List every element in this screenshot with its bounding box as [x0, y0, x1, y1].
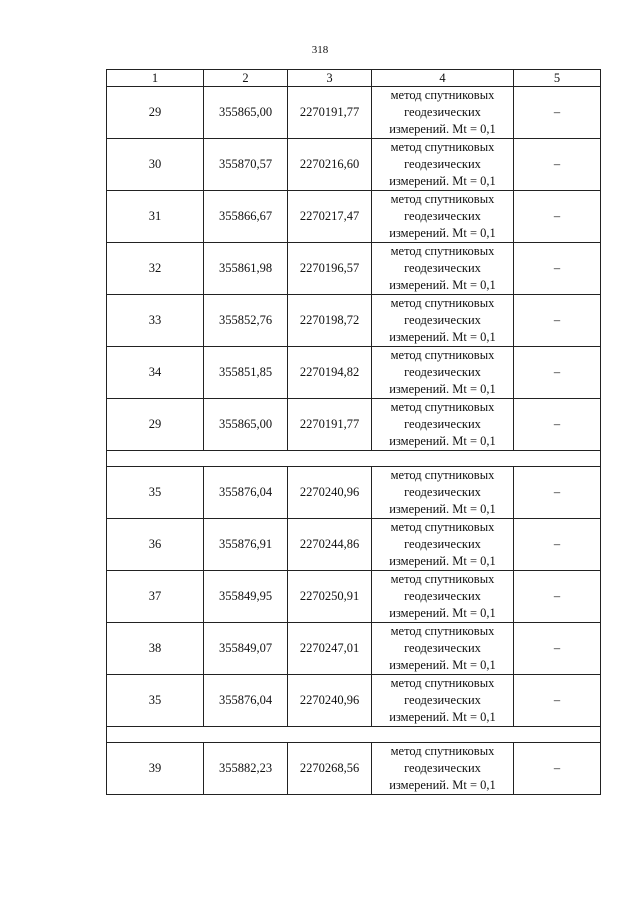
- column-header: 1: [107, 70, 204, 87]
- column-header: 5: [514, 70, 601, 87]
- table-row: [107, 467, 601, 519]
- x-coordinate-cell: 355865,00: [204, 87, 288, 139]
- table-row: [107, 295, 601, 347]
- accuracy-cell: –: [514, 191, 601, 243]
- accuracy-cell: –: [514, 675, 601, 727]
- point-number-cell: 32: [107, 243, 204, 295]
- table-row: [107, 139, 601, 191]
- table-row: [107, 347, 601, 399]
- x-coordinate-cell: 355870,57: [204, 139, 288, 191]
- table-row: [107, 87, 601, 139]
- x-coordinate-cell: 355861,98: [204, 243, 288, 295]
- y-coordinate-cell: 2270240,96: [288, 467, 372, 519]
- x-coordinate-cell: 355865,00: [204, 399, 288, 451]
- x-coordinate-cell: 355849,95: [204, 571, 288, 623]
- point-number-cell: 29: [107, 399, 204, 451]
- method-cell: метод спутниковых геодезических измерений. Mt = 0,1: [372, 623, 514, 675]
- y-coordinate-cell: 2270217,47: [288, 191, 372, 243]
- table-row: [107, 243, 601, 295]
- method-cell: метод спутниковых геодезических измерений. Mt = 0,1: [372, 87, 514, 139]
- accuracy-cell: –: [514, 519, 601, 571]
- y-coordinate-cell: 2270191,77: [288, 399, 372, 451]
- method-cell: метод спутниковых геодезических измерений. Mt = 0,1: [372, 675, 514, 727]
- table-row: [107, 675, 601, 727]
- method-cell: метод спутниковых геодезических измерений. Mt = 0,1: [372, 139, 514, 191]
- accuracy-cell: –: [514, 347, 601, 399]
- point-number-cell: 35: [107, 467, 204, 519]
- y-coordinate-cell: 2270240,96: [288, 675, 372, 727]
- x-coordinate-cell: 355882,23: [204, 743, 288, 795]
- table-row: [107, 571, 601, 623]
- y-coordinate-cell: 2270250,91: [288, 571, 372, 623]
- page-number: 318: [311, 44, 329, 56]
- point-number-cell: 37: [107, 571, 204, 623]
- y-coordinate-cell: 2270216,60: [288, 139, 372, 191]
- point-number-cell: 35: [107, 675, 204, 727]
- y-coordinate-cell: 2270196,57: [288, 243, 372, 295]
- method-cell: метод спутниковых геодезических измерений. Mt = 0,1: [372, 467, 514, 519]
- accuracy-cell: –: [514, 243, 601, 295]
- y-coordinate-cell: 2270191,77: [288, 87, 372, 139]
- method-cell: метод спутниковых геодезических измерений. Mt = 0,1: [372, 519, 514, 571]
- method-cell: метод спутниковых геодезических измерений. Mt = 0,1: [372, 191, 514, 243]
- point-number-cell: 39: [107, 743, 204, 795]
- method-cell: метод спутниковых геодезических измерений. Mt = 0,1: [372, 399, 514, 451]
- column-header: 4: [372, 70, 514, 87]
- accuracy-cell: –: [514, 623, 601, 675]
- y-coordinate-cell: 2270198,72: [288, 295, 372, 347]
- table-body: [107, 70, 601, 795]
- y-coordinate-cell: 2270247,01: [288, 623, 372, 675]
- column-header: 3: [288, 70, 372, 87]
- table-row: [107, 623, 601, 675]
- accuracy-cell: –: [514, 399, 601, 451]
- point-number-cell: 36: [107, 519, 204, 571]
- x-coordinate-cell: 355866,67: [204, 191, 288, 243]
- x-coordinate-cell: 355876,04: [204, 675, 288, 727]
- group-separator-row: [107, 727, 601, 743]
- point-number-cell: 34: [107, 347, 204, 399]
- separator-cell: [107, 727, 601, 743]
- table-row: [107, 399, 601, 451]
- accuracy-cell: –: [514, 743, 601, 795]
- accuracy-cell: –: [514, 87, 601, 139]
- table-row: [107, 519, 601, 571]
- y-coordinate-cell: 2270244,86: [288, 519, 372, 571]
- method-cell: метод спутниковых геодезических измерений. Mt = 0,1: [372, 243, 514, 295]
- method-cell: метод спутниковых геодезических измерений. Mt = 0,1: [372, 743, 514, 795]
- method-cell: метод спутниковых геодезических измерений. Mt = 0,1: [372, 571, 514, 623]
- column-header: 2: [204, 70, 288, 87]
- accuracy-cell: –: [514, 467, 601, 519]
- accuracy-cell: –: [514, 295, 601, 347]
- method-cell: метод спутниковых геодезических измерений. Mt = 0,1: [372, 347, 514, 399]
- coordinates-table: [106, 69, 601, 795]
- y-coordinate-cell: 2270268,56: [288, 743, 372, 795]
- y-coordinate-cell: 2270194,82: [288, 347, 372, 399]
- x-coordinate-cell: 355876,91: [204, 519, 288, 571]
- method-cell: метод спутниковых геодезических измерений. Mt = 0,1: [372, 295, 514, 347]
- separator-cell: [107, 451, 601, 467]
- accuracy-cell: –: [514, 139, 601, 191]
- x-coordinate-cell: 355852,76: [204, 295, 288, 347]
- accuracy-cell: –: [514, 571, 601, 623]
- point-number-cell: 29: [107, 87, 204, 139]
- point-number-cell: 33: [107, 295, 204, 347]
- point-number-cell: 38: [107, 623, 204, 675]
- x-coordinate-cell: 355851,85: [204, 347, 288, 399]
- table-row: [107, 743, 601, 795]
- group-separator-row: [107, 451, 601, 467]
- x-coordinate-cell: 355849,07: [204, 623, 288, 675]
- x-coordinate-cell: 355876,04: [204, 467, 288, 519]
- table-header-row: [107, 70, 601, 87]
- point-number-cell: 31: [107, 191, 204, 243]
- point-number-cell: 30: [107, 139, 204, 191]
- table-row: [107, 191, 601, 243]
